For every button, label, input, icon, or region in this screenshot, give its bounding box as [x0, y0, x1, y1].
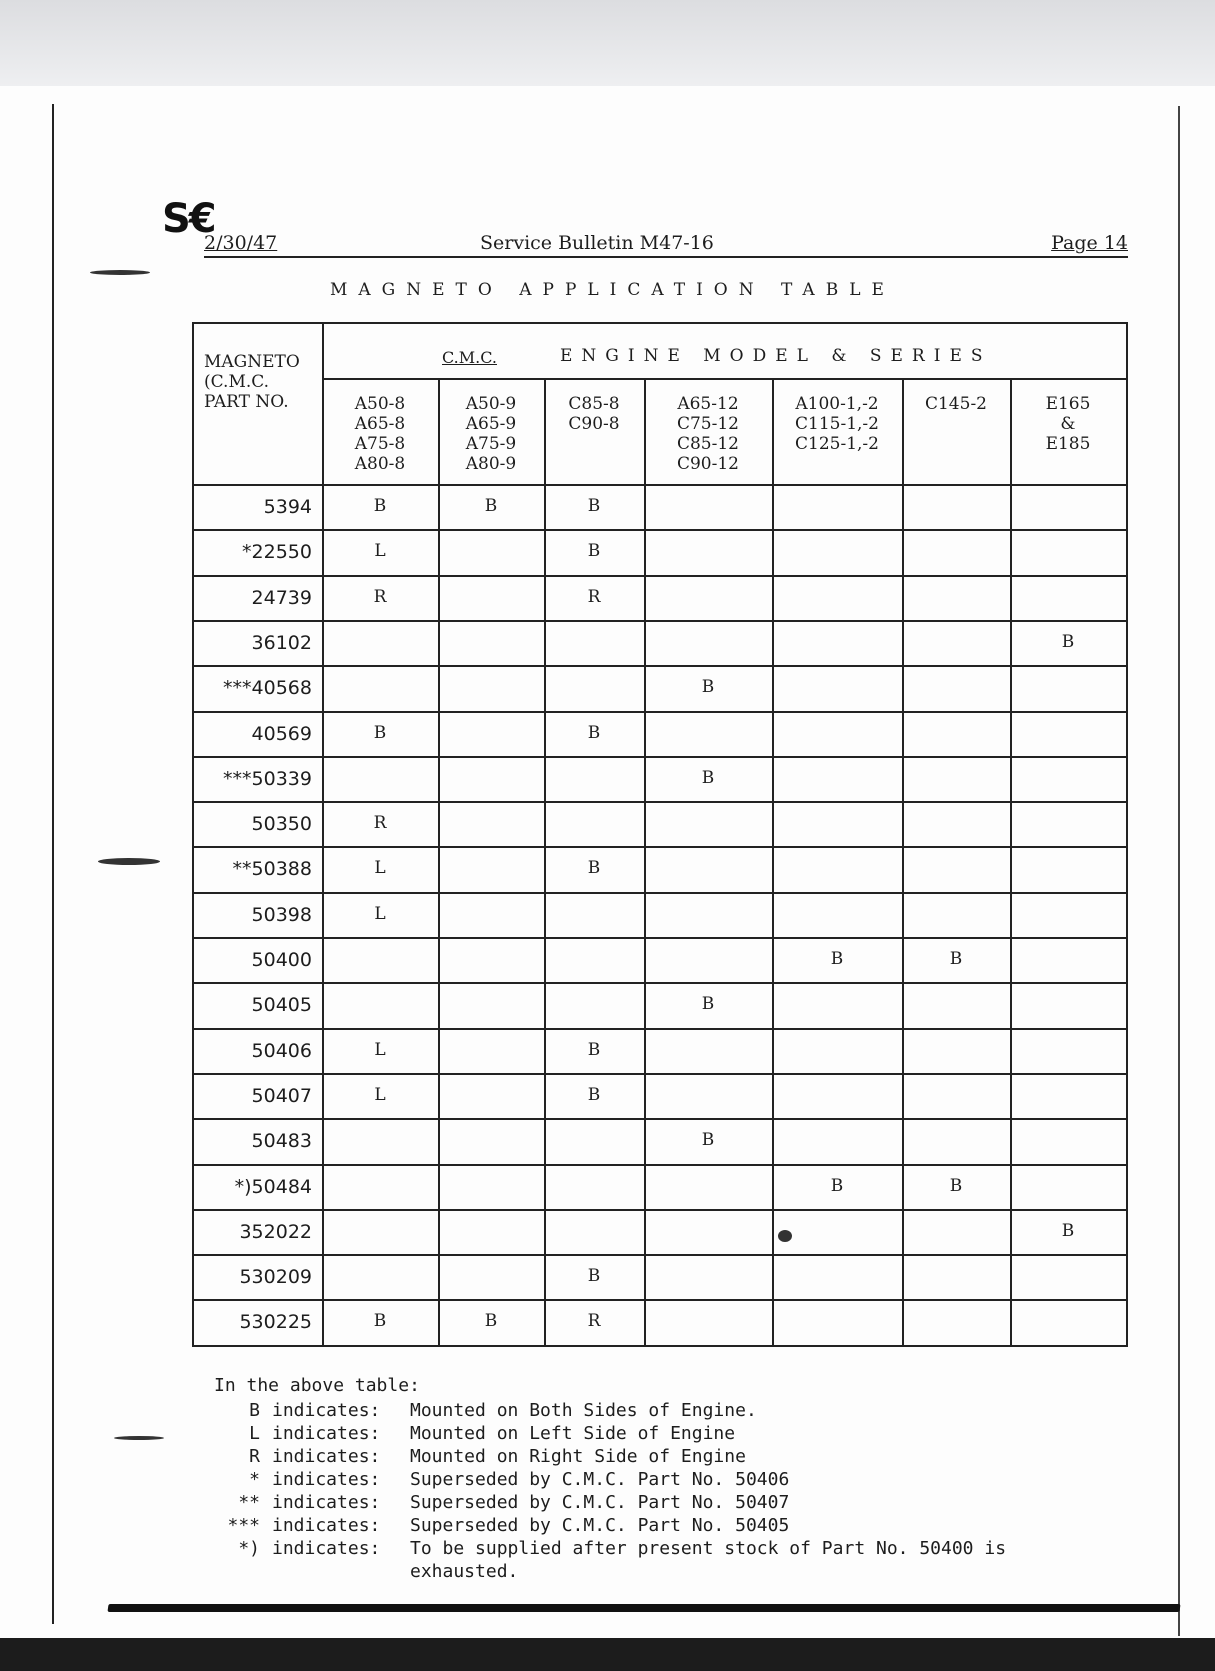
legend-item — [214, 1399, 1070, 1422]
part-number: 50407 — [251, 1084, 312, 1107]
row-rule — [192, 892, 1128, 894]
engine-model-label: C115-1,-2 — [795, 414, 879, 434]
scanner-top-bar — [0, 0, 1215, 86]
scan-smudge — [98, 858, 160, 865]
engine-model-label: & — [1060, 414, 1076, 434]
engine-column-header — [1010, 394, 1126, 454]
row-rule — [192, 756, 1128, 758]
legend-indicates: indicates: — [272, 1538, 381, 1559]
row-rule — [192, 529, 1128, 531]
mounting-code: B — [949, 1175, 963, 1196]
engine-model-label: A100-1,-2 — [795, 394, 879, 414]
legend-description: Mounted on Both Sides of Engine. — [410, 1400, 757, 1421]
mounting-code: B — [587, 496, 601, 516]
legend-symbol: B — [249, 1400, 260, 1421]
mounting-code: B — [701, 677, 715, 698]
part-number: ***50339 — [223, 767, 312, 790]
part-number: 24739 — [251, 586, 312, 609]
row-rule — [192, 575, 1128, 577]
part-number: 530225 — [239, 1311, 312, 1334]
engine-model-label: C90-8 — [568, 414, 620, 434]
part-number: 50350 — [251, 813, 312, 836]
engine-model-label: A50-8 — [354, 394, 406, 414]
legend-item — [214, 1491, 1070, 1514]
legend-intro: In the above table: — [214, 1375, 420, 1396]
bulletin-header — [204, 234, 1128, 258]
part-number: ***40568 — [223, 677, 312, 700]
page-left-edge — [52, 104, 54, 1624]
part-number: *22550 — [242, 541, 312, 564]
page-number: Page 14 — [1051, 232, 1128, 254]
mounting-code: B — [701, 767, 715, 788]
legend-item — [214, 1422, 1070, 1445]
mounting-code: L — [374, 1039, 386, 1060]
engine-model-label: A65-9 — [465, 414, 517, 434]
column-rule — [644, 378, 646, 1345]
scanner-bottom-bar — [0, 1638, 1215, 1671]
mounting-code: B — [587, 1039, 601, 1060]
row-rule — [192, 846, 1128, 848]
legend-indicates: indicates: — [272, 1423, 381, 1444]
part-number: 36102 — [251, 631, 312, 654]
column-rule — [902, 378, 904, 1345]
engine-model-label: A50-9 — [465, 394, 517, 414]
mounting-code: B — [484, 496, 498, 516]
engine-column-header — [772, 394, 902, 454]
magneto-part-no-header — [204, 352, 300, 412]
letterhead-fragment: S€ — [162, 196, 215, 242]
engine-group-rule — [322, 378, 1128, 380]
legend-description: To be supplied after present stock of Part No. 50400 is exhausted. — [410, 1538, 1007, 1582]
engine-model-label: A65-8 — [354, 414, 406, 434]
engine-model-label: A65-12 — [677, 394, 739, 414]
table-top-rule — [192, 322, 1128, 324]
legend-indicates: indicates: — [272, 1469, 381, 1490]
mounting-code: B — [587, 858, 601, 879]
header-line: PART NO. — [204, 392, 289, 412]
mounting-code: B — [1061, 631, 1075, 652]
row-rule — [192, 1299, 1128, 1301]
part-number: 530209 — [239, 1266, 312, 1289]
header-rule — [192, 484, 1128, 486]
legend-description: Superseded by C.M.C. Part No. 50407 — [410, 1492, 790, 1513]
legend-symbol: ** — [238, 1492, 260, 1513]
mounting-code: B — [587, 1084, 601, 1105]
engine-model-label: C85-12 — [676, 434, 739, 454]
part-number: 50400 — [251, 949, 312, 971]
legend-item — [214, 1537, 1070, 1583]
mounting-code: B — [701, 994, 715, 1015]
legend-description: Superseded by C.M.C. Part No. 50405 — [410, 1515, 790, 1536]
legend-symbol: R — [249, 1446, 260, 1467]
scan-smudge — [90, 270, 150, 275]
mounting-code: R — [373, 813, 387, 834]
mounting-code: B — [830, 949, 844, 969]
engine-model-label: C90-12 — [676, 454, 739, 474]
mounting-code: B — [587, 722, 601, 743]
row-rule — [192, 1209, 1128, 1211]
legend-description: Superseded by C.M.C. Part No. 50406 — [410, 1469, 790, 1490]
mounting-code: L — [374, 541, 386, 562]
legend-item — [214, 1514, 1070, 1537]
mounting-code: B — [587, 541, 601, 562]
part-number: 352022 — [239, 1220, 312, 1243]
row-rule — [192, 937, 1128, 939]
mounting-code: L — [374, 1084, 386, 1105]
engine-model-label: A75-9 — [465, 434, 517, 454]
mounting-code: B — [1061, 1220, 1075, 1241]
column-rule — [1010, 378, 1012, 1345]
header-line: (C.M.C. — [204, 372, 270, 392]
mounting-code: R — [373, 586, 387, 607]
engine-model-label: E165 — [1045, 394, 1091, 414]
mounting-code: B — [587, 1266, 601, 1287]
torn-bottom-edge — [107, 1604, 1180, 1612]
part-number: 40569 — [251, 722, 312, 745]
part-number: *)50484 — [234, 1175, 312, 1198]
row-rule — [192, 982, 1128, 984]
part-number: **50388 — [232, 858, 312, 881]
row-rule — [192, 1073, 1128, 1075]
table-title: MAGNETO APPLICATION TABLE — [330, 280, 895, 300]
engine-column-header — [544, 394, 644, 434]
row-rule — [192, 665, 1128, 667]
cmc-label: C.M.C. — [442, 348, 497, 367]
legend — [214, 1374, 1070, 1583]
column-rule — [192, 322, 194, 1345]
row-rule — [192, 1254, 1128, 1256]
mounting-code: L — [374, 903, 386, 924]
bulletin-date: 2/30/47 — [204, 232, 278, 254]
row-rule — [192, 1028, 1128, 1030]
mounting-code: R — [587, 586, 601, 607]
mounting-code: B — [484, 1311, 498, 1332]
page-right-edge — [1178, 106, 1180, 1636]
bulletin-number: Service Bulletin M47-16 — [480, 232, 714, 254]
part-number: 50483 — [251, 1130, 312, 1153]
legend-item — [214, 1468, 1070, 1491]
row-rule — [192, 1118, 1128, 1120]
legend-symbol: *** — [227, 1515, 260, 1536]
engine-model-label: A75-8 — [354, 434, 406, 454]
column-rule — [772, 378, 774, 1345]
legend-indicates: indicates: — [272, 1492, 381, 1513]
legend-indicates: indicates: — [272, 1400, 381, 1421]
engine-model-label: C75-12 — [676, 414, 739, 434]
part-number: 5394 — [263, 496, 312, 518]
legend-item — [214, 1445, 1070, 1468]
column-rule — [1126, 322, 1128, 1345]
row-rule — [192, 801, 1128, 803]
part-number: 50398 — [251, 903, 312, 926]
mounting-code: B — [373, 496, 387, 516]
engine-model-series-title: ENGINE MODEL & SERIES — [560, 346, 992, 366]
legend-symbol: L — [249, 1423, 260, 1444]
engine-model-label: C85-8 — [568, 394, 620, 414]
header-line: MAGNETO — [204, 352, 300, 372]
scan-smudge — [114, 1436, 164, 1440]
legend-description: Mounted on Right Side of Engine — [410, 1446, 746, 1467]
row-rule — [192, 711, 1128, 713]
engine-model-label: A80-8 — [354, 454, 406, 474]
ink-blot — [778, 1230, 792, 1242]
legend-symbol: *) — [238, 1538, 260, 1559]
engine-column-header — [902, 394, 1010, 414]
part-number: 50405 — [251, 994, 312, 1017]
mounting-code: B — [830, 1175, 844, 1196]
engine-column-header — [322, 394, 438, 474]
legend-indicates: indicates: — [272, 1515, 381, 1536]
engine-model-label: A80-9 — [465, 454, 517, 474]
mounting-code: R — [587, 1311, 601, 1332]
engine-column-header — [438, 394, 544, 474]
row-rule — [192, 1164, 1128, 1166]
engine-model-label: C125-1,-2 — [795, 434, 879, 454]
engine-column-header — [644, 394, 772, 474]
legend-description: Mounted on Left Side of Engine — [410, 1423, 736, 1444]
column-rule — [322, 322, 324, 1345]
mounting-code: B — [373, 722, 387, 743]
engine-model-label: E185 — [1045, 434, 1091, 454]
mounting-code: B — [701, 1130, 715, 1151]
column-rule — [438, 378, 440, 1345]
part-number: 50406 — [251, 1039, 312, 1062]
engine-model-label: C145-2 — [924, 394, 987, 414]
mounting-code: L — [374, 858, 386, 879]
row-rule — [192, 620, 1128, 622]
row-rule — [192, 1345, 1128, 1347]
mounting-code: B — [373, 1311, 387, 1332]
legend-symbol: * — [249, 1469, 260, 1490]
mounting-code: B — [949, 949, 963, 969]
legend-indicates: indicates: — [272, 1446, 381, 1467]
